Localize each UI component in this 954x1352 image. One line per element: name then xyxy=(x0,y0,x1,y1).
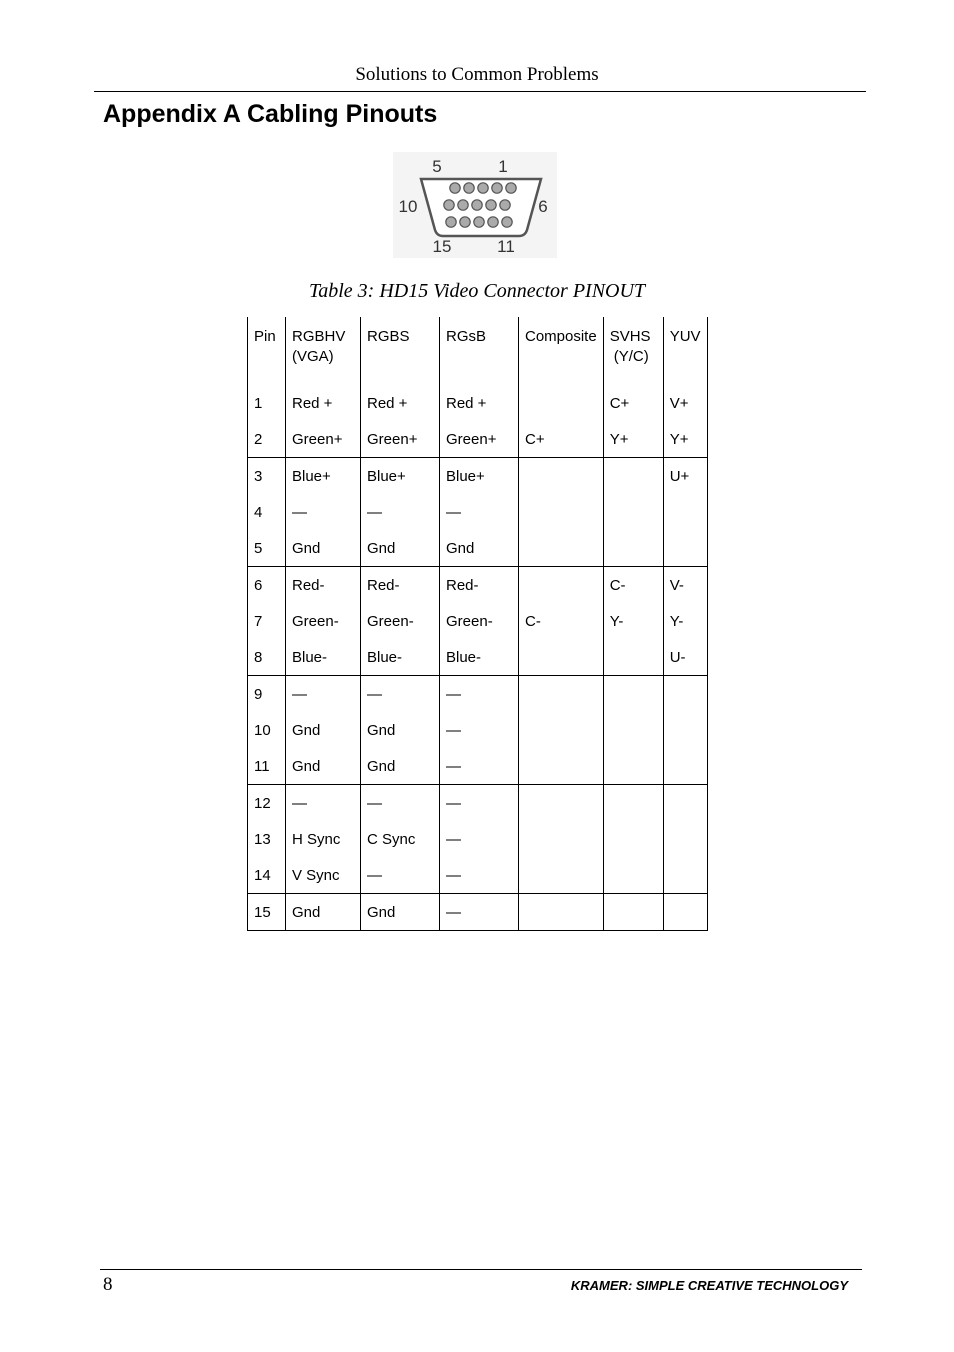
table-cell: Gnd xyxy=(361,712,440,748)
table-cell: Y+ xyxy=(603,421,663,458)
table-cell: — xyxy=(440,894,519,931)
table-cell xyxy=(519,567,604,604)
table-cell xyxy=(519,821,604,857)
table-cell: Gnd xyxy=(286,712,361,748)
footer-brand: KRAMER: SIMPLE CREATIVE TECHNOLOGY xyxy=(570,1278,848,1293)
table-cell: 1 xyxy=(248,385,286,421)
table-cell xyxy=(519,894,604,931)
table-cell xyxy=(663,894,707,931)
table-row xyxy=(248,421,708,458)
table-cell xyxy=(519,494,604,530)
table-row xyxy=(248,821,708,857)
table-cell: Red + xyxy=(286,385,361,421)
table-cell: 14 xyxy=(248,857,286,894)
table-cell: 5 xyxy=(248,530,286,567)
table-cell xyxy=(519,639,604,676)
table-cell: Gnd xyxy=(286,748,361,785)
table-cell xyxy=(663,821,707,857)
table-cell: — xyxy=(361,857,440,894)
table-cell: C+ xyxy=(519,421,604,458)
table-cell xyxy=(603,458,663,495)
table-cell xyxy=(603,748,663,785)
table-cell xyxy=(663,676,707,713)
table-row xyxy=(248,639,708,676)
table-cell: Gnd xyxy=(286,530,361,567)
table-cell xyxy=(603,676,663,713)
table-cell: — xyxy=(440,494,519,530)
table-cell xyxy=(663,748,707,785)
table-cell: Red + xyxy=(361,385,440,421)
table-cell: 4 xyxy=(248,494,286,530)
table-row xyxy=(248,712,708,748)
table-cell: 12 xyxy=(248,785,286,822)
table-cell xyxy=(603,785,663,822)
table-row xyxy=(248,894,708,931)
table-cell xyxy=(519,458,604,495)
running-header: Solutions to Common Problems xyxy=(355,64,599,85)
page-number: 8 xyxy=(103,1274,113,1295)
table-cell: Y+ xyxy=(663,421,707,458)
table-cell xyxy=(663,530,707,567)
table-row xyxy=(248,385,708,421)
table-cell: 2 xyxy=(248,421,286,458)
table-cell xyxy=(519,385,604,421)
table-cell xyxy=(603,712,663,748)
table-row xyxy=(248,785,708,822)
table-cell xyxy=(603,821,663,857)
table-cell xyxy=(663,494,707,530)
table-cell: Blue+ xyxy=(440,458,519,495)
table-cell: Red- xyxy=(286,567,361,604)
header-divider xyxy=(94,91,866,92)
footer-divider xyxy=(100,1269,862,1270)
table-row xyxy=(248,857,708,894)
table-cell: Y- xyxy=(603,603,663,639)
table-cell: 3 xyxy=(248,458,286,495)
pinout-table xyxy=(247,317,708,931)
table-cell: U- xyxy=(663,639,707,676)
table-cell: Blue- xyxy=(440,639,519,676)
table-cell: Y- xyxy=(663,603,707,639)
table-cell: V- xyxy=(663,567,707,604)
table-cell: Gnd xyxy=(286,894,361,931)
table-cell: U+ xyxy=(663,458,707,495)
table-cell: V+ xyxy=(663,385,707,421)
table-row xyxy=(248,748,708,785)
hd15-connector-figure xyxy=(393,152,557,258)
table-cell xyxy=(603,530,663,567)
table-cell: — xyxy=(440,676,519,713)
table-cell: Red- xyxy=(361,567,440,604)
table-cell: 10 xyxy=(248,712,286,748)
table-cell: V Sync xyxy=(286,857,361,894)
table-cell: Blue+ xyxy=(286,458,361,495)
table-cell xyxy=(663,712,707,748)
table-cell: Green- xyxy=(361,603,440,639)
header-cell-rgbs: RGBS xyxy=(361,317,440,385)
table-cell xyxy=(663,857,707,894)
table-cell xyxy=(519,676,604,713)
table-cell: Gnd xyxy=(361,530,440,567)
page-title: Appendix A Cabling Pinouts xyxy=(103,100,438,128)
table-row xyxy=(248,530,708,567)
table-cell: Gnd xyxy=(440,530,519,567)
table-cell: 13 xyxy=(248,821,286,857)
table-cell xyxy=(663,785,707,822)
table-cell: — xyxy=(440,821,519,857)
table-cell xyxy=(603,494,663,530)
pin-label-11: 11 xyxy=(497,237,515,256)
table-cell: Blue- xyxy=(286,639,361,676)
table-cell xyxy=(519,857,604,894)
table-cell: Blue- xyxy=(361,639,440,676)
table-cell: Red + xyxy=(440,385,519,421)
table-cell: Green- xyxy=(286,603,361,639)
table-cell: 8 xyxy=(248,639,286,676)
table-cell xyxy=(519,712,604,748)
table-cell: — xyxy=(286,785,361,822)
table-row xyxy=(248,567,708,604)
table-row xyxy=(248,458,708,495)
table-header-row xyxy=(248,317,708,385)
table-cell: Blue+ xyxy=(361,458,440,495)
table-cell: — xyxy=(361,494,440,530)
table-cell xyxy=(603,857,663,894)
table-cell: 15 xyxy=(248,894,286,931)
table-cell: C+ xyxy=(603,385,663,421)
table-cell: Green+ xyxy=(361,421,440,458)
table-cell: C- xyxy=(519,603,604,639)
table-cell xyxy=(603,894,663,931)
header-cell-pin: Pin xyxy=(248,317,286,385)
table-cell: — xyxy=(286,494,361,530)
table-cell: — xyxy=(440,712,519,748)
pin-label-1: 1 xyxy=(498,157,508,176)
pin-label-15: 15 xyxy=(432,237,452,256)
table-cell xyxy=(519,748,604,785)
table-cell: Green+ xyxy=(440,421,519,458)
table-cell: — xyxy=(361,785,440,822)
header-cell-rgsb: RGsB xyxy=(440,317,519,385)
pin-label-10: 10 xyxy=(398,197,418,216)
table-cell: 7 xyxy=(248,603,286,639)
header-cell-svhs: SVHS (Y/C) xyxy=(603,317,663,385)
table-cell: H Sync xyxy=(286,821,361,857)
table-cell: — xyxy=(440,748,519,785)
table-cell xyxy=(603,639,663,676)
table-row xyxy=(248,494,708,530)
table-cell: — xyxy=(440,785,519,822)
table-cell: C Sync xyxy=(361,821,440,857)
table-cell: 9 xyxy=(248,676,286,713)
table-cell: C- xyxy=(603,567,663,604)
table-cell: — xyxy=(361,676,440,713)
table-cell: Green- xyxy=(440,603,519,639)
header-cell-rgbhv: RGBHV (VGA) xyxy=(286,317,361,385)
table-cell: 6 xyxy=(248,567,286,604)
table-cell: 11 xyxy=(248,748,286,785)
table-caption: Table 3: HD15 Video Connector PINOUT xyxy=(308,280,646,302)
pin-label-5: 5 xyxy=(432,157,442,176)
header-cell-yuv: YUV xyxy=(663,317,707,385)
table-cell: Gnd xyxy=(361,894,440,931)
table-cell: Green+ xyxy=(286,421,361,458)
table-cell: Red- xyxy=(440,567,519,604)
table-cell: — xyxy=(286,676,361,713)
pin-label-6: 6 xyxy=(538,197,548,216)
header-cell-composite: Composite xyxy=(519,317,604,385)
table-cell: — xyxy=(440,857,519,894)
table-cell: Gnd xyxy=(361,748,440,785)
table-row xyxy=(248,603,708,639)
table-cell xyxy=(519,785,604,822)
table-row xyxy=(248,676,708,713)
table-cell xyxy=(519,530,604,567)
